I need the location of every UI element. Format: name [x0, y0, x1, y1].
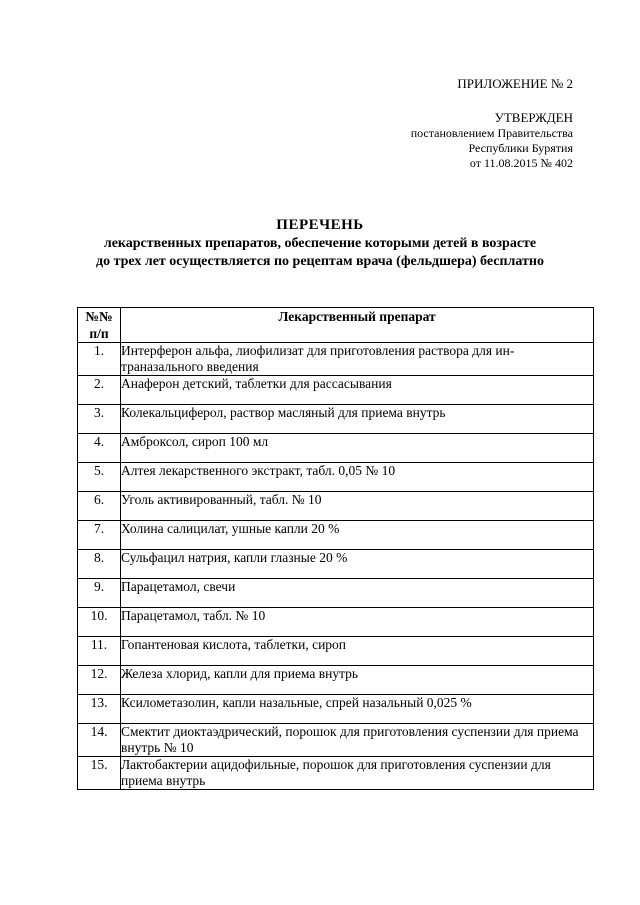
table-row: [78, 724, 594, 757]
drug-name: Интерферон альфа, лиофилизат для приготовления раствора для ин-траназального введения: [121, 343, 594, 376]
table-row: [78, 521, 594, 550]
column-header-number-line-1: №№: [85, 309, 113, 324]
row-number: 8.: [78, 550, 121, 579]
row-number: 14.: [78, 724, 121, 757]
drug-name: Гопантеновая кислота, таблетки, сироп: [121, 637, 594, 666]
drug-name: Лактобактерии ацидофильные, порошок для приготовления суспензии для приема внутрь: [121, 757, 594, 790]
drug-name: Парацетамол, табл. № 10: [121, 608, 594, 637]
drug-name: Смектит диоктаэдрический, порошок для приготовления суспензии для приема внутрь № 10: [121, 724, 594, 757]
row-number: 11.: [78, 637, 121, 666]
table-header-row: [78, 308, 594, 343]
table-row: [78, 376, 594, 405]
column-header-number-line-2: п/п: [89, 326, 109, 341]
drug-name: Уголь активированный, табл. № 10: [121, 492, 594, 521]
table-row: [78, 343, 594, 376]
table-row: [78, 434, 594, 463]
table-row: [78, 492, 594, 521]
title-main: ПЕРЕЧЕНЬ: [276, 217, 364, 233]
row-number: 3.: [78, 405, 121, 434]
drug-name: Алтея лекарственного экстракт, табл. 0,05 № 10: [121, 463, 594, 492]
row-number: 15.: [78, 757, 121, 790]
drug-name: Колекальциферол, раствор масляный для приема внутрь: [121, 405, 594, 434]
table-row: [78, 757, 594, 790]
row-number: 5.: [78, 463, 121, 492]
table-row: [78, 579, 594, 608]
approval-header: [411, 76, 573, 171]
approved-label: УТВЕРЖДЕН: [494, 110, 573, 125]
document-title: [0, 216, 640, 270]
row-number: 12.: [78, 666, 121, 695]
row-number: 10.: [78, 608, 121, 637]
row-number: 1.: [78, 343, 121, 376]
approval-line-date: от 11.08.2015 № 402: [469, 156, 573, 170]
table-row: [78, 463, 594, 492]
table-row: [78, 550, 594, 579]
row-number: 9.: [78, 579, 121, 608]
table-row: [78, 405, 594, 434]
drug-name: Холина салицилат, ушные капли 20 %: [121, 521, 594, 550]
table-row: [78, 666, 594, 695]
drug-name: Сульфацил натрия, капли глазные 20 %: [121, 550, 594, 579]
drug-name: Ксилометазолин, капли назальные, спрей назальный 0,025 %: [121, 695, 594, 724]
table-row: [78, 608, 594, 637]
row-number: 6.: [78, 492, 121, 521]
row-number: 7.: [78, 521, 121, 550]
row-number: 4.: [78, 434, 121, 463]
appendix-label: ПРИЛОЖЕНИЕ № 2: [457, 76, 573, 91]
drug-name: Анаферон детский, таблетки для рассасывания: [121, 376, 594, 405]
table-row: [78, 637, 594, 666]
approval-line-decree: постановлением Правительства: [410, 126, 573, 140]
row-number: 13.: [78, 695, 121, 724]
drug-name: Железа хлорид, капли для приема внутрь: [121, 666, 594, 695]
drug-list-table: [77, 307, 594, 790]
drug-name: Парацетамол, свечи: [121, 579, 594, 608]
drug-name: Амброксол, сироп 100 мл: [121, 434, 594, 463]
column-header-drug: Лекарственный препарат: [121, 308, 594, 343]
title-subtitle-line-2: до трех лет осуществляется по рецептам врача (фельдшера) бесплатно: [96, 254, 544, 269]
table-row: [78, 695, 594, 724]
title-subtitle-line-1: лекарственных препаратов, обеспечение которыми детей в возрасте: [103, 236, 537, 251]
row-number: 2.: [78, 376, 121, 405]
approval-line-republic: Республики Бурятия: [468, 141, 573, 155]
column-header-number: [78, 308, 121, 343]
